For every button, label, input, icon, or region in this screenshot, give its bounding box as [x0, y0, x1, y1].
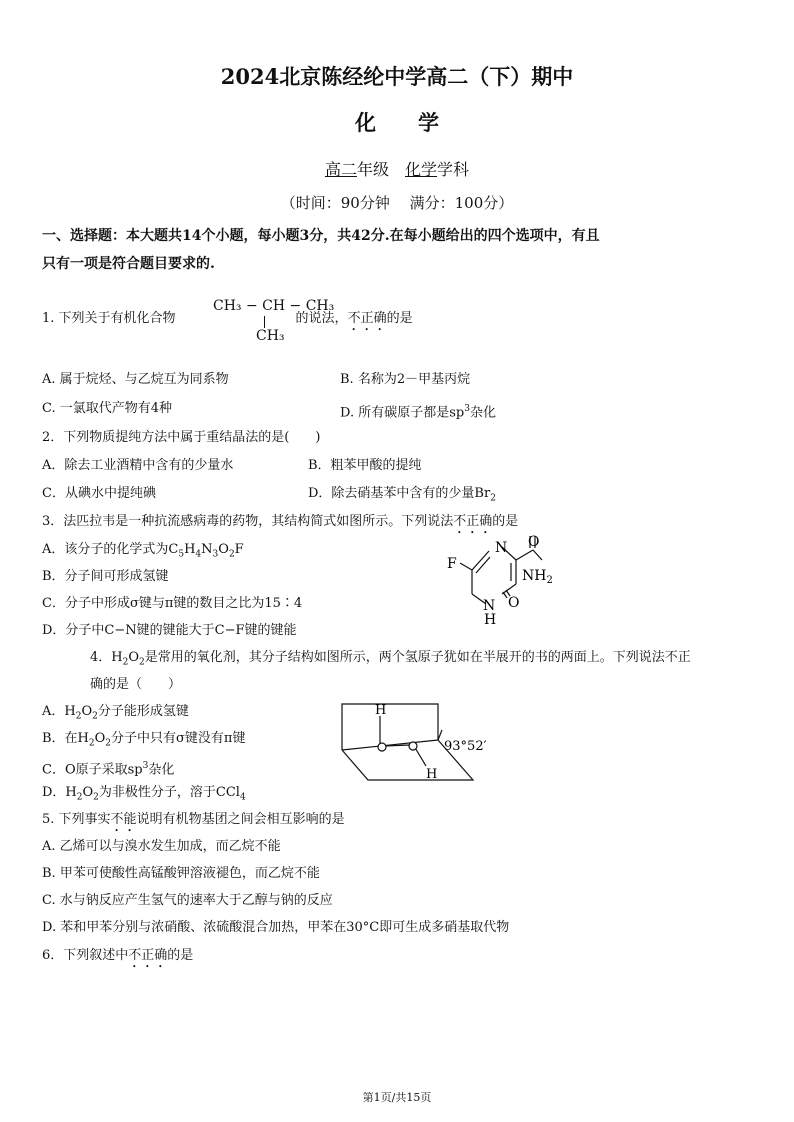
q2-option-b: B．粗苯甲酸的提纯 [308, 458, 422, 473]
q3-atom-nh2 [522, 568, 553, 586]
grade-suffix: 年级 [356, 160, 389, 179]
q1-option-d-post: 杂化 [469, 405, 496, 421]
q4-h2o2-figure [338, 700, 498, 790]
q1-option-d [340, 401, 496, 421]
q1-option-d-pre: D. 所有碳原子都是sp [340, 405, 465, 421]
q4-b-s1: 2 [88, 738, 95, 749]
q3-a-m3: O [218, 542, 229, 557]
course-suffix: 学科 [437, 160, 470, 179]
q6-stem-pre: 6．下列叙述中 [42, 948, 129, 963]
q5-emphasis: 不能 [110, 812, 137, 827]
q3-a-m2: N [201, 542, 213, 557]
q5-option-b: B. 甲苯可使酸性高锰酸钾溶液褪色，而乙烷不能 [42, 866, 320, 881]
q5-stem-pre: 5. 下列事实 [42, 812, 111, 827]
q3-atom-n2: N [483, 598, 496, 614]
section1-line2: 只有一项是符合题目要求的. [42, 256, 215, 272]
q4-a-s2: 2 [92, 711, 98, 722]
q4-hydrogen-2: H [426, 767, 438, 782]
q3-a-s2: 4 [195, 549, 202, 560]
q4-d-s1: 2 [76, 792, 83, 803]
q4-d-s3: 4 [239, 792, 246, 803]
q1-option-c: C. 一氯取代产物有4种 [42, 401, 173, 416]
q5-option-d: D. 苯和甲苯分别与浓硝酸、浓硫酸混合加热，甲苯在30°C即可生成多硝基取代物 [42, 920, 510, 935]
q3-atom-n1: N [495, 540, 508, 556]
q3-a-s4: 2 [228, 549, 235, 560]
q4-oxygen-atom-2 [409, 742, 417, 750]
q3-a-s3: 3 [212, 549, 219, 560]
q4-a-pre: A．H [42, 704, 76, 719]
q4-stem-line2: 确的是（ ） [90, 677, 182, 692]
q4-stem-line1 [90, 650, 691, 671]
q4-option-b [42, 731, 245, 752]
q3-atom-h: H [484, 612, 497, 628]
q6-stem-post: 的是 [167, 948, 194, 963]
q3-option-d: D．分子中C−N键的键能大于C−F键的键能 [42, 623, 297, 638]
q3-a-m4: F [234, 542, 244, 557]
q4-a-m: O [81, 704, 93, 719]
q5-option-a: A. 乙烯可以与溴水发生加成，而乙烷不能 [42, 839, 281, 854]
q4-l1-s2: 2 [139, 657, 145, 668]
q3-atom-nh2-sub: 2 [546, 575, 553, 586]
q4-hydrogen-1: H [375, 703, 387, 718]
q4-option-d [42, 785, 246, 806]
q3-atom-nh2-label: NH [522, 568, 547, 584]
section1-line1: 一、选择题：本大题共14个小题，每小题3分，共42分.在每小题给出的四个选项中，有且 [42, 228, 600, 244]
q4-d-m: O [82, 785, 94, 800]
subject-title: 化 学 [355, 110, 439, 135]
q1-structure-bond [264, 316, 265, 328]
grade-value: 高二 [324, 160, 357, 179]
q3-atom-o1: O [528, 534, 540, 550]
q1-structure-main: CH₃ − CH − CH₃ [213, 298, 335, 314]
q5-stem-post: 说明有机物基团之间会相互影响的是 [136, 812, 345, 827]
page-footer: 第1页/共15页 [362, 1091, 432, 1104]
q4-l1-post: 是常用的氧化剂，其分子结构如图所示，两个氢原子犹如在半展开的书的两面上。下列说法不正 [144, 650, 691, 665]
q4-l1-pre: 4．H [90, 650, 123, 665]
q4-a-post: 分子能形成氢键 [97, 704, 189, 719]
q3-a-m1: H [184, 542, 196, 557]
q3-stem-pre: 3．法匹拉韦是一种抗流感病毒的药物，其结构简式如图所示。下列说法 [42, 514, 454, 529]
q3-emphasis: 不正确 [453, 514, 493, 529]
q1-stem-pre: 1. 下列关于有机化合物 [42, 311, 176, 326]
course-value: 化学 [405, 160, 438, 179]
q5-stem [42, 812, 345, 835]
q6-stem [42, 948, 193, 971]
q3-a-s1: 5 [178, 549, 185, 560]
q1-stem-post-a: 的说法， [295, 311, 348, 326]
q1-structure-branch: CH₃ [256, 328, 285, 344]
q2-option-d-sub: 2 [490, 493, 496, 504]
exam-title: 2024北京陈经纶中学高二（下）期中 [220, 64, 574, 89]
q2-option-a: A．除去工业酒精中含有的少量水 [42, 458, 234, 473]
q1-option-d-sup: 3 [464, 404, 470, 414]
q4-b-post: 分子中只有σ键没有π键 [111, 731, 246, 746]
q3-atom-f: F [447, 556, 457, 572]
q4-c-pre: C．O原子采取sp [42, 762, 143, 778]
q4-d-mid: 为非极性分子，溶于CCl [98, 785, 240, 800]
q4-option-a [42, 704, 189, 725]
q1-option-a: A. 属于烷烃、与乙烷互为同系物 [42, 372, 229, 387]
q3-option-a [42, 542, 244, 563]
q1-stem [42, 311, 413, 334]
q2-option-d [308, 486, 496, 507]
q4-c-post: 杂化 [148, 762, 175, 778]
q4-option-c [42, 758, 174, 778]
q1-emphasis: 不正确 [347, 311, 387, 326]
q4-d-s2: 2 [93, 792, 99, 803]
q4-a-s1: 2 [75, 711, 82, 722]
q4-b-s2: 2 [105, 738, 112, 749]
q2-option-c: C．从碘水中提纯碘 [42, 486, 156, 501]
grade-course-line [0, 160, 794, 180]
q3-molecule-figure [420, 530, 570, 630]
q6-emphasis: 不正确 [128, 948, 168, 963]
q3-stem-post: 的是 [492, 514, 519, 529]
q4-b-pre: B．在H [42, 731, 89, 746]
q3-option-c: C．分子中形成σ键与π键的数目之比为15∶4 [42, 596, 303, 611]
q4-angle-label: 93°52′ [444, 739, 487, 754]
q3-option-b: B．分子间可形成氢键 [42, 569, 169, 584]
q4-d-pre: D．H [42, 785, 77, 800]
q4-oxygen-atom-1 [378, 743, 386, 751]
q1-stem-post-b: 的是 [386, 311, 413, 326]
q4-c-sup: 3 [142, 761, 149, 771]
q2-stem: 2．下列物质提纯方法中属于重结晶法的是( ) [42, 430, 321, 445]
q1-option-b: B. 名称为2－甲基丙烷 [340, 372, 471, 387]
q5-option-c: C. 水与钠反应产生氢气的速率大于乙醇与钠的反应 [42, 893, 333, 908]
q3-a-pre: A．该分子的化学式为C [42, 542, 179, 557]
q4-l1-m: O [128, 650, 140, 665]
exam-meta: （时间：90分钟 满分：100分） [280, 194, 514, 212]
q3-atom-o2: O [508, 595, 520, 611]
q2-option-d-pre: D．除去硝基苯中含有的少量Br [308, 486, 491, 501]
q4-b-m: O [94, 731, 106, 746]
q4-l1-s1: 2 [122, 657, 129, 668]
